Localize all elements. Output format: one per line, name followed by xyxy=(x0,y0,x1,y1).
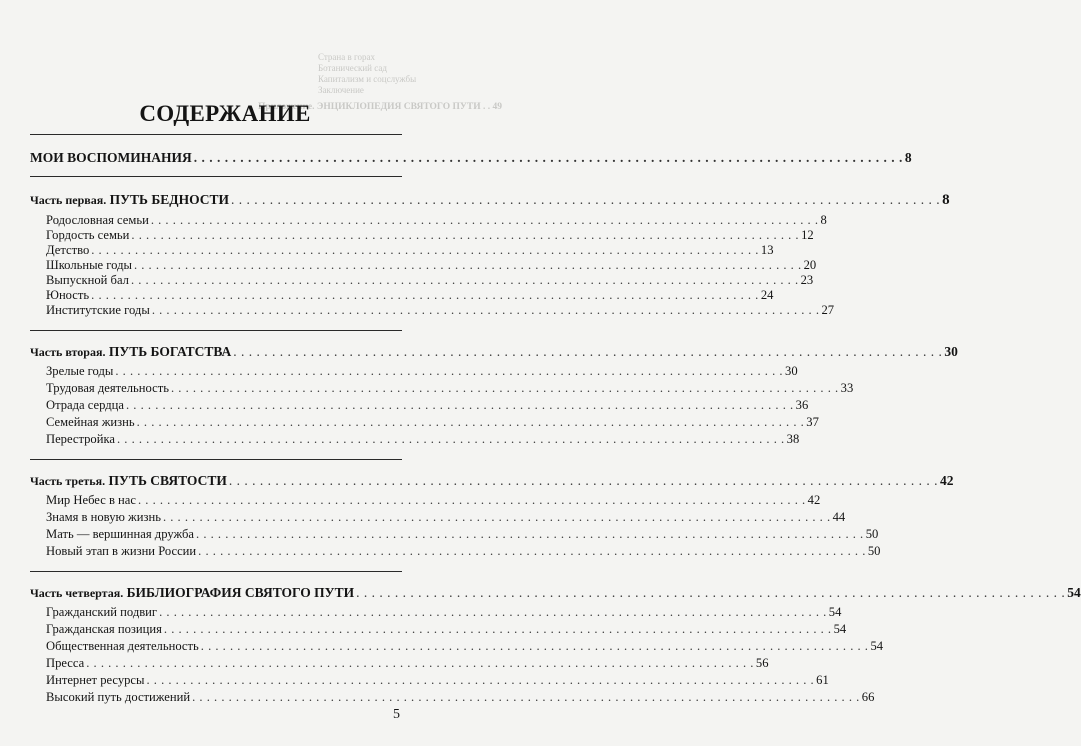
toc-part-page: 54 xyxy=(1067,585,1081,600)
section-divider xyxy=(30,330,402,331)
toc-entry-label: Пресса xyxy=(46,656,85,670)
dot-leader xyxy=(151,213,819,228)
toc-entry[interactable] xyxy=(30,673,829,688)
dot-leader xyxy=(356,584,1065,601)
dot-leader xyxy=(115,364,783,379)
dot-leader xyxy=(131,273,799,288)
toc-part-page: 42 xyxy=(939,473,954,488)
part-prefix: Часть четвертая. xyxy=(30,586,124,600)
toc-entry[interactable] xyxy=(30,398,809,413)
toc-entry-page: 8 xyxy=(904,150,912,165)
toc-entry-page: 30 xyxy=(785,364,798,378)
part-prefix: Часть третья. xyxy=(30,474,106,488)
bleed-through-line: Ботанический сад xyxy=(318,63,387,73)
toc-entry-page: 44 xyxy=(832,510,846,524)
toc-entry[interactable] xyxy=(30,258,817,273)
toc-entry[interactable] xyxy=(30,690,875,705)
bleed-through-line: Капитализм и соцслужбы xyxy=(318,74,417,84)
section-divider xyxy=(30,134,402,135)
toc-entry-page: 54 xyxy=(833,622,847,636)
toc-entry-page: 37 xyxy=(806,415,819,429)
toc-entry-label: Институтские годы xyxy=(46,303,150,317)
section-divider xyxy=(30,176,402,177)
table-of-contents xyxy=(30,134,1081,705)
dot-leader xyxy=(194,149,903,166)
toc-entry[interactable] xyxy=(30,622,847,637)
bleed-through-line: Страна в горах xyxy=(318,52,375,62)
toc-entry[interactable] xyxy=(30,544,881,559)
toc-entry[interactable] xyxy=(30,639,884,654)
toc-entry[interactable] xyxy=(30,432,800,447)
toc-entry-label: Школьные годы xyxy=(46,258,132,272)
toc-entry-label: Родословная семьи xyxy=(46,213,149,227)
toc-entry[interactable] xyxy=(30,228,814,243)
toc-entry[interactable] xyxy=(30,288,774,303)
dot-leader xyxy=(229,472,938,489)
dot-leader xyxy=(164,622,832,637)
dot-leader xyxy=(146,673,814,688)
dot-leader xyxy=(117,432,785,447)
toc-entry-label: Мир Небес в нас xyxy=(46,493,136,507)
part-name: ПУТЬ БОГАТСТВА xyxy=(108,344,232,359)
part-name: ПУТЬ СВЯТОСТИ xyxy=(108,473,227,488)
dot-leader xyxy=(196,527,864,542)
toc-entry-label: Мать — вершинная дружба xyxy=(46,527,195,541)
toc-part-heading[interactable] xyxy=(30,472,954,489)
dot-leader xyxy=(137,415,805,430)
toc-entry-page: 23 xyxy=(800,273,814,287)
toc-part-label xyxy=(30,343,231,361)
toc-entry-page: 66 xyxy=(861,690,875,704)
toc-entry-label: Знамя в новую жизнь xyxy=(46,510,161,524)
toc-entry-page: 12 xyxy=(801,228,814,242)
toc-entry[interactable] xyxy=(30,273,814,288)
toc-entry[interactable] xyxy=(30,381,854,396)
toc-entry[interactable] xyxy=(30,493,821,508)
page-title: СОДЕРЖАНИЕ xyxy=(139,101,311,126)
toc-entry-page: 8 xyxy=(820,213,827,227)
part-prefix: Часть вторая. xyxy=(30,345,106,359)
toc-entry-label: Юность xyxy=(46,288,90,302)
dot-leader xyxy=(131,228,799,243)
toc-entry-page: 33 xyxy=(840,381,854,395)
toc-entry-label: Выпускной бал xyxy=(46,273,129,287)
toc-entry-label: Перестройка xyxy=(46,432,115,446)
part-name: ПУТЬ БЕДНОСТИ xyxy=(109,192,229,207)
toc-entry-label: Общественная деятельность xyxy=(46,639,199,653)
bleed-through-line: Заключение xyxy=(318,85,364,95)
toc-part-page: 30 xyxy=(944,344,958,359)
toc-entry-label: Детство xyxy=(46,243,90,257)
part-prefix: Часть первая. xyxy=(30,193,107,207)
dot-leader xyxy=(152,303,820,318)
section-divider xyxy=(30,459,402,460)
dot-leader xyxy=(201,639,869,654)
toc-entry-page: 50 xyxy=(867,544,881,558)
toc-entry-label: Высокий путь достижений xyxy=(46,690,191,704)
dot-leader xyxy=(231,191,940,208)
toc-entry[interactable] xyxy=(30,510,846,525)
toc-entry-label: Гражданский подвиг xyxy=(46,605,158,619)
toc-entry-page: 42 xyxy=(807,493,821,507)
dot-leader xyxy=(233,343,942,360)
toc-entry-label: Гордость семьи xyxy=(46,228,130,242)
page-number: 5 xyxy=(393,707,400,722)
toc-part-page: 8 xyxy=(942,192,950,208)
toc-entry[interactable] xyxy=(30,527,879,542)
toc-entry-label: Зрелые годы xyxy=(46,364,114,378)
toc-part-heading[interactable] xyxy=(30,191,950,208)
toc-entry[interactable] xyxy=(30,656,769,671)
toc-part-label xyxy=(30,584,354,602)
toc-part-heading[interactable] xyxy=(30,584,1081,601)
toc-entry-label: Отрада сердца xyxy=(46,398,124,412)
dot-leader xyxy=(86,656,754,671)
dot-leader xyxy=(192,690,860,705)
toc-entry-page: 56 xyxy=(755,656,769,670)
toc-entry[interactable] xyxy=(30,364,798,379)
toc-entry-page: 27 xyxy=(821,303,835,317)
toc-entry-page: 50 xyxy=(865,527,879,541)
dot-leader xyxy=(91,288,759,303)
toc-entry-page: 13 xyxy=(760,243,774,257)
toc-entry-label: Интернет ресурсы xyxy=(46,673,145,687)
toc-part-label xyxy=(30,191,229,209)
toc-entry-label: Трудовая деятельность xyxy=(46,381,169,395)
toc-entry[interactable] xyxy=(30,415,819,430)
toc-entry-page: 61 xyxy=(816,673,829,687)
toc-entry[interactable] xyxy=(30,243,774,258)
toc-entry[interactable] xyxy=(30,213,827,228)
toc-part-label xyxy=(30,472,227,490)
toc-entry-page: 36 xyxy=(795,398,809,412)
part-name: БИБЛИОГРАФИЯ СВЯТОГО ПУТИ xyxy=(126,585,355,600)
bleed-through-bold-line: Приложение. ЭНЦИКЛОПЕДИЯ СВЯТОГО ПУТИ . . 49 xyxy=(258,102,502,112)
dot-leader xyxy=(138,493,806,508)
toc-entry-page: 24 xyxy=(760,288,774,302)
toc-entry[interactable] xyxy=(30,303,835,318)
toc-entry-label: МОИ ВОСПОМИНАНИЯ xyxy=(30,150,192,165)
toc-part-heading[interactable] xyxy=(30,343,958,360)
dot-leader xyxy=(163,510,831,525)
dot-leader xyxy=(91,243,759,258)
dot-leader xyxy=(171,381,839,396)
toc-entry-page: 54 xyxy=(870,639,884,653)
toc-entry-page: 38 xyxy=(786,432,800,446)
dot-leader xyxy=(159,605,827,620)
toc-entry-page: 54 xyxy=(828,605,842,619)
dot-leader xyxy=(126,398,794,413)
toc-entry-label: Новый этап в жизни России xyxy=(46,544,197,558)
toc-entry-page: 20 xyxy=(803,258,817,272)
toc-entry-label: Семейная жизнь xyxy=(46,415,135,429)
toc-memoirs-entry[interactable] xyxy=(30,149,912,166)
dot-leader xyxy=(198,544,866,559)
dot-leader xyxy=(134,258,802,273)
toc-entry[interactable] xyxy=(30,605,842,620)
toc-entry-label: Гражданская позиция xyxy=(46,622,162,636)
section-divider xyxy=(30,571,402,572)
